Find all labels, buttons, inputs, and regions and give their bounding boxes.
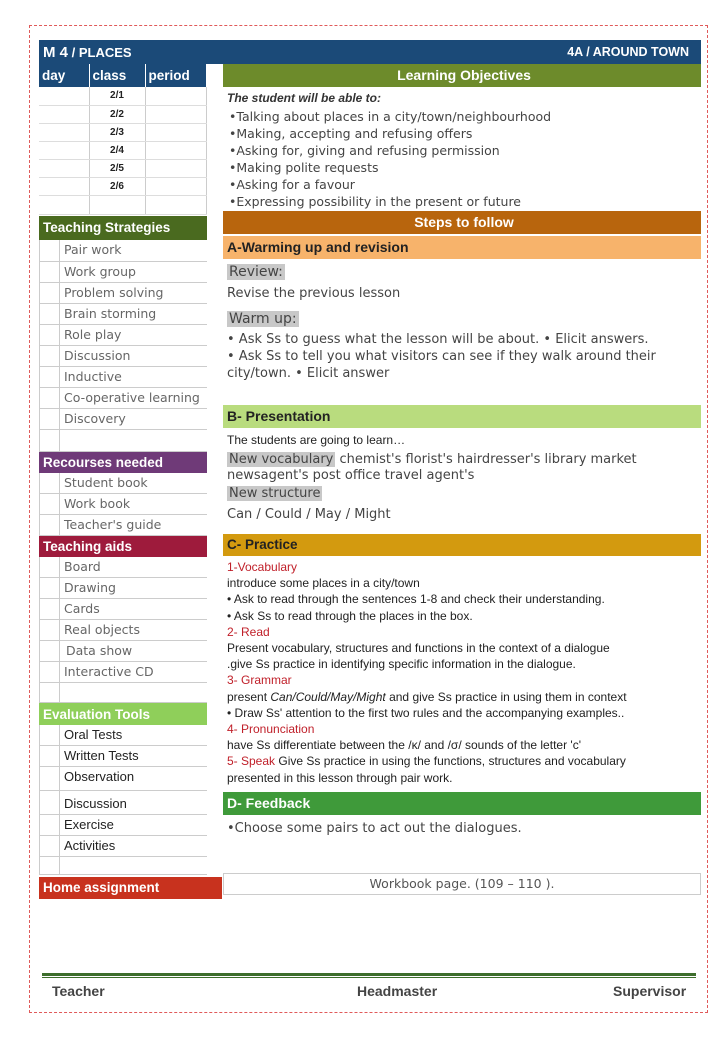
list-item [39,578,207,599]
table-row [39,105,207,123]
resource-item: Teacher's guide [64,516,162,532]
teacher-signature: Teacher [52,983,105,999]
list-item [39,515,207,536]
feedback-header: D- Feedback [223,792,701,815]
strategy-item: Co-operative learning [64,389,200,405]
class-header: class [89,64,145,87]
list-item [39,473,207,494]
feedback-text: •Choose some pairs to act out the dialogues. [227,821,522,836]
objective-item: •Talking about places in a city/town/neighbourhood [229,109,552,124]
list-item [39,494,207,515]
list-item [39,430,207,452]
practice-header: C- Practice [223,534,701,556]
objective-item: •Making polite requests [229,160,379,175]
practice-body [223,556,701,792]
objective-item: •Expressing possibility in the present or future [229,194,521,209]
practice-line: introduce some places in a city/town [227,576,420,591]
list-item [39,746,207,767]
list-item [39,683,207,703]
warmup-line: city/town. • Elicit answer [227,366,390,381]
practice-step: 1-Vocabulary [227,560,298,574]
list-item [39,557,207,578]
structure-text: Can / Could / May / Might [227,507,391,522]
practice-line: have Ss differentiate between the /ĸ/ and /σ/ sounds of the letter 'c' [227,738,581,753]
headmaster-signature: Headmaster [357,983,438,999]
day-header: day [39,64,89,87]
homework-header: Home assignment [39,877,222,899]
objective-item: •Making, accepting and refusing offers [229,126,473,141]
strategy-item: Discovery [64,410,126,426]
warmup-header: A-Warming up and revision [223,236,701,259]
left-column [39,64,207,875]
practice-line: .give Ss practice in identifying specific information in the dialogue. [227,657,576,672]
strategy-item: Pair work [64,241,122,257]
practice-step: 5- Speak [227,754,276,769]
table-row [39,177,207,195]
practice-line: • Ask Ss to read through the places in the box. [227,608,473,623]
list-item [39,409,207,430]
strategy-item: Problem solving [64,284,164,300]
strategy-item: Work group [64,263,136,279]
presentation-body [223,428,701,534]
presentation-header: B- Presentation [223,405,701,428]
schedule-table [39,64,207,215]
structure-label: New structure [229,486,321,501]
list-item [39,620,207,641]
class-cell: 2/2 [89,105,145,123]
list-item [39,325,207,346]
review-text: Revise the previous lesson [227,286,401,301]
strategies-header: Teaching Strategies [39,216,207,240]
aid-item: Drawing [64,579,116,595]
review-label: Review: [229,264,283,280]
evaluation-item: Oral Tests [64,726,123,742]
practice-line: Give Ss practice in using the functions, structures and vocabulary [275,754,626,769]
strategy-item: Brain storming [64,305,157,321]
objectives-intro: The student will be able to: [227,91,382,105]
aid-item: Interactive CD [64,663,154,679]
list-item [39,767,207,791]
feedback-body [223,815,701,873]
list-item [39,388,207,409]
resource-item: Student book [64,474,148,490]
table-row [39,159,207,177]
aids-header: Teaching aids [39,536,207,557]
steps-header: Steps to follow [223,211,701,234]
module-topic: PLACES [78,45,132,60]
list-item [39,662,207,683]
class-cell: 2/4 [89,141,145,159]
strategy-item: Inductive [64,368,122,384]
list-item [39,815,207,836]
evaluation-header: Evaluation Tools [39,703,207,725]
evaluation-item: Observation [64,768,135,784]
list-item [39,304,207,325]
evaluation-item: Exercise [64,816,114,832]
class-cell: 2/5 [89,159,145,177]
class-cell: 2/1 [89,87,145,105]
evaluation-item: Activities [64,837,116,853]
evaluation-item: Discussion [64,795,127,811]
list-item [39,262,207,283]
objectives-body [223,87,701,211]
list-item [39,240,207,262]
list-item [39,346,207,367]
list-item [39,791,207,815]
list-item [39,725,207,746]
strategy-item: Role play [64,326,122,342]
aid-item: Real objects [64,621,140,637]
table-row [39,123,207,141]
list-item [39,857,207,875]
right-column [223,64,701,895]
warmup-line: • Ask Ss to tell you what visitors can see if they walk around their [227,349,656,364]
practice-modals: Can/Could/May/Might [270,689,386,704]
period-header: period [145,64,207,87]
practice-line: • Ask to read through the sentences 1-8 and check their understanding. [227,592,605,607]
table-row [39,87,207,105]
list-item [39,283,207,304]
vocabulary-list: chemist's florist's hairdresser's library market [335,452,637,467]
objectives-header: Learning Objectives [223,64,701,87]
presentation-intro: The students are going to learn… [227,433,406,447]
supervisor-signature: Supervisor [613,983,687,999]
practice-step: 3- Grammar [227,673,292,688]
footer-divider [42,973,696,978]
table-row [39,141,207,159]
class-cell: 2/6 [89,177,145,195]
practice-line: • Draw Ss' attention to the first two rules and the accompanying examples.. [227,705,625,720]
objective-item: •Asking for a favour [229,177,355,192]
warmup-line: • Ask Ss to guess what the lesson will be about. • Elicit answers. [227,332,649,347]
vocabulary-label: New vocabulary [229,452,334,467]
unit-label: 4A / AROUND TOWN [567,45,689,59]
practice-line: and give Ss practice in using them in context [385,689,627,704]
vocabulary-list: newsagent's post office travel agent's [227,468,475,483]
aid-item: Board [64,558,101,574]
resources-header: Recourses needed [39,452,207,473]
list-item [39,836,207,857]
homework-value: Workbook page. (109 – 110 ). [223,873,701,895]
resource-item: Work book [64,495,131,511]
aid-item: Data show [66,642,133,658]
warmup-body [223,259,701,405]
warmup-label: Warm up: [229,311,297,327]
practice-line: presented in this lesson through pair work. [227,770,453,785]
practice-step: 2- Read [227,624,270,639]
practice-line: present [227,689,271,704]
aid-item: Cards [64,600,100,616]
list-item [39,641,207,662]
module-label: M 4 [43,44,69,61]
list-item [39,367,207,388]
practice-line: Present vocabulary, structures and functions in the context of a dialogue [227,641,610,656]
objective-item: •Asking for, giving and refusing permission [229,143,500,158]
strategy-item: Discussion [64,347,131,363]
lesson-header-bar: M 4 / PLACES 4A / AROUND TOWN [39,40,701,64]
class-cell: 2/3 [89,123,145,141]
evaluation-item: Written Tests [64,747,139,763]
list-item [39,599,207,620]
practice-step: 4- Pronunciation [227,722,315,737]
